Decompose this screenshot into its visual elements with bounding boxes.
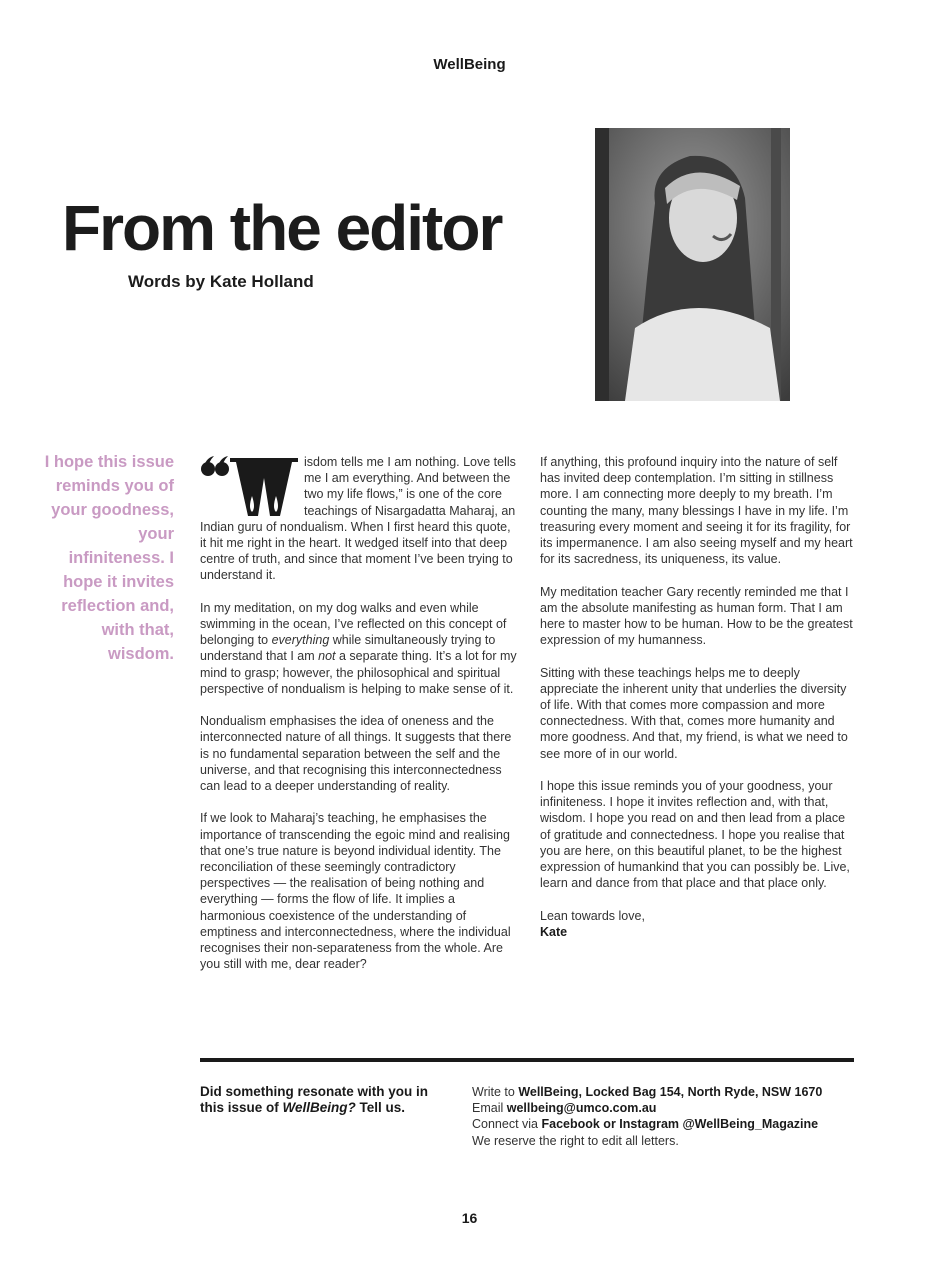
paragraph: Nondualism emphasises the idea of oneness and the interconnected nature of all things. It suggests that there is no fundamental separation between the self and the universe, and that recognising this interconnectedness can lead to a deeper understanding of reality. xyxy=(200,714,512,794)
postal-address: WellBeing, Locked Bag 154, North Ryde, NSW 1670 xyxy=(518,1085,823,1099)
email-link[interactable]: wellbeing@umco.com.au xyxy=(506,1101,657,1116)
prompt-text: Tell us. xyxy=(355,1100,406,1115)
drop-cap-letter: W xyxy=(200,456,201,457)
article-column-2 xyxy=(540,454,856,940)
paragraph xyxy=(200,454,518,584)
paragraph: My meditation teacher Gary recently reminded me that I am the absolute manifesting as human form. That I am here to master how to be human. How to be the greatest expression of my humanness. xyxy=(540,584,853,648)
editor-photo xyxy=(595,128,790,401)
contact-label: Connect via xyxy=(472,1117,542,1132)
edit-note: We reserve the right to edit all letters. xyxy=(472,1133,679,1148)
paragraph xyxy=(200,600,518,697)
signoff xyxy=(540,908,856,940)
article-column-1 xyxy=(200,454,518,989)
emphasis: everything xyxy=(271,633,330,648)
paragraph: Sitting with these teachings helps me to deeply appreciate the inherent unity that underlies the diversity of life. With that comes more compassion and more connectedness. With that, comes more humanity and more goodness. And that, my friend, is what we need to see more of in our world. xyxy=(540,665,848,761)
page-title: From the editor xyxy=(62,192,502,264)
paragraph-text: a separate thing. It’s a lot for my mind to grasp; however, the philosophical and spiritual perspective of nondualism is helping to make sense of it. xyxy=(200,649,517,696)
byline: Words by Kate Holland xyxy=(128,272,314,291)
contact-label: Write to xyxy=(472,1085,519,1099)
masthead: WellBeing xyxy=(433,56,506,73)
pull-quote: I hope this issue reminds you of your goodness, your infiniteness. I hope it invites reflection and, with that, wisdom. xyxy=(44,453,174,663)
page-number: 16 xyxy=(461,1210,478,1226)
social-line xyxy=(472,1116,852,1132)
signoff-text: Lean towards love, xyxy=(540,908,645,923)
emphasis: not xyxy=(318,649,336,664)
paragraph-text: In my meditation, on my dog walks and even while swimming in the ocean, I’ve reflected on this concept of belonging to xyxy=(200,600,507,648)
contact-info xyxy=(472,1084,852,1149)
feedback-prompt xyxy=(200,1084,450,1116)
contact-label: Email xyxy=(472,1101,507,1116)
magazine-name: WellBeing? xyxy=(282,1100,356,1115)
email-line xyxy=(472,1100,852,1116)
signature: Kate xyxy=(540,924,568,939)
paragraph-text: while simultaneously trying to understand that I am xyxy=(200,633,496,664)
paragraph-text: isdom tells me I am nothing. Love tells me I am everything. And between the two my life flows,” is one of the core teachings of Nisargadatta Maharaj, an Indian guru of nondualism. When I first heard this quote, it hit me right in the heart. It wedged itself into that deep centre of truth, and since that moment I’ve been trying to understand it. xyxy=(200,455,516,583)
paragraph: I hope this issue reminds you of your goodness, your infiniteness. I hope it invites reflection and, with that, wisdom. I hope you read on and then lead from a place of gratitude and connectedness. I hope you realise that you are here, on this beautiful planet, to be the highest expression of humankind that you can possibly be. Live, learn and dance from that place and that place only. xyxy=(540,779,850,891)
postal-line xyxy=(472,1084,852,1100)
social-handle-link[interactable]: Facebook or Instagram @WellBeing_Magazine xyxy=(541,1117,819,1132)
drop-cap-quote-w xyxy=(200,456,300,518)
paragraph: If we look to Maharaj’s teaching, he emphasises the importance of transcending the egoic mind and realising that one’s true nature is beyond individual identity. The reconciliation of these seemingly contradictory perspectives — the realisation of being nothing and everything — forms the flow of life. It implies a harmonious coexistence of the understanding of emptiness and interconnectedness, where the individual recognises their non-separateness from the whole. Are you still with me, dear reader? xyxy=(200,811,511,972)
prompt-text: Did something resonate with you in this issue of xyxy=(200,1084,429,1115)
paragraph: If anything, this profound inquiry into the nature of self has invited deep contemplation. I’m sitting in stillness more. I am connecting more deeply to my breath. I’m counting the many, many blessings I have in my life. I’m treasuring every moment and seeing it for its fragility, for its impermanence. I am also seeing myself and my heart for its sacredness, its uniqueness, its value. xyxy=(540,455,853,567)
divider xyxy=(200,1058,854,1062)
